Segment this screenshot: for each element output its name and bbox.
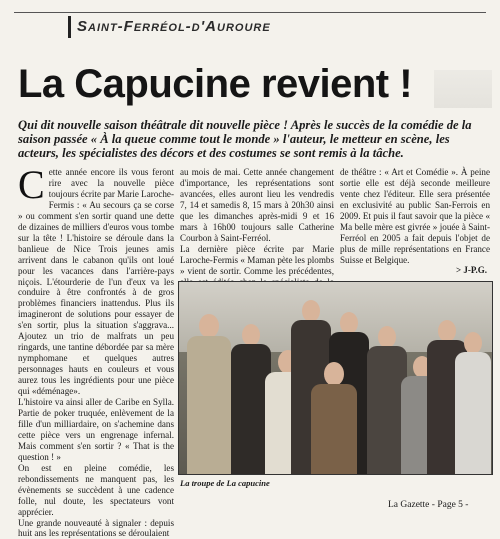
- person: [455, 332, 491, 474]
- page-footer: La Gazette - Page 5 -: [388, 500, 468, 510]
- headline: La Capucine revient !: [18, 62, 412, 106]
- photo-caption: La troupe de La capucine: [180, 478, 270, 488]
- paragraph: ette année encore ils vous feront rire avec la nouvelle pièce toujours écrite par Marie Laroche-Fermis : « Au secours ça se corse » ou comment s'en sortir quand une dette de dizaines de milliers d'euros vous tombe sur la tête ! L'histoire se déroule dans la banlieue de Nice Trois jeunes amis arrivent dans le cabanon qu'ils ont loué pour les vacances dans l'arrière-pays niçois. L'étourderie de l'un d'eux va les conduire à être confrontés à de gros problèmes financiers inattendus. Plus ils imagineront de solutions pour essayer de s'en sortir, plus la situation s'aggrava... Ajoutez un trio de malfrats un peu ringards, une tantine débordée par sa mère nymphomane et quelques autres personnages hauts en couleurs et vous aurez tous les ingrédients pour une pièce qui «déménage».: [18, 167, 174, 397]
- lede: Qui dit nouvelle saison théâtrale dit nouvelle pièce ! Après le succès de la comédie de la saison passée « À la queue comme tout le monde » l'auteur, le metteur en scène, les acteurs, les spécialistes des décors et des costumes se sont remis à la tâche.: [18, 118, 488, 160]
- person: [311, 362, 357, 474]
- person: [187, 314, 231, 474]
- paragraph: On est en pleine comédie, les rebondissements ne manquent pas, les évènements se succèdent à une cadence folle, nul doute, les spectateurs vont apprécier.: [18, 463, 174, 518]
- troupe-photo: [178, 281, 493, 475]
- top-rule: [14, 12, 486, 13]
- author-signature: > J-P.G.: [456, 265, 487, 275]
- drop-cap: C: [18, 169, 45, 201]
- paragraph: L'histoire va ainsi aller de Caribe en Sylla. Partie de poker truquée, enlèvement de la fille d'un milliardaire, on s'achemine dans cette pièce vers un engrenage infernal. Mais comment s'en sortir ? « That is the question ! »: [18, 397, 174, 463]
- paragraph: au mois de mai. Cette année changement d'importance, les représentations sont avancées, elles auront lieu les vendredis 7, 14 et samedis 8, 15 mars à 20h30 ainsi que les dimanches après-midi 9 et 16 mars à 16h00 toujours salle Catherine Courbon à Saint-Ferréol.: [180, 167, 334, 244]
- paragraph: Une grande nouveauté à signaler : depuis huit ans les représentations se déroulaient: [18, 518, 174, 539]
- article-column-1: [18, 167, 174, 539]
- bleed-through-shadow: [434, 70, 492, 108]
- section-title: Saint-Ferréol-d'Auroure: [68, 16, 271, 38]
- article-column-3: [340, 167, 490, 266]
- paragraph: La dernière pièce écrite par Marie Laroche-Fermis « Maman pète les plombs » vient de sortir. Comme les précédentes,: [180, 244, 334, 299]
- article-column-2: [180, 167, 334, 298]
- paragraph: de théâtre : « Art et Comédie ». À peine sortie elle est déjà seconde meilleure vente chez l'éditeur. Elle sera présentée en exclusivité au public San-Ferrois en 2009. Et puis il faut savoir que la pièce « Ma belle mère est givrée » jouée à Saint-Ferréol en 2005 a fait depuis l'objet de plus de mille représentations en France Suisse et Belgique.: [340, 167, 490, 266]
